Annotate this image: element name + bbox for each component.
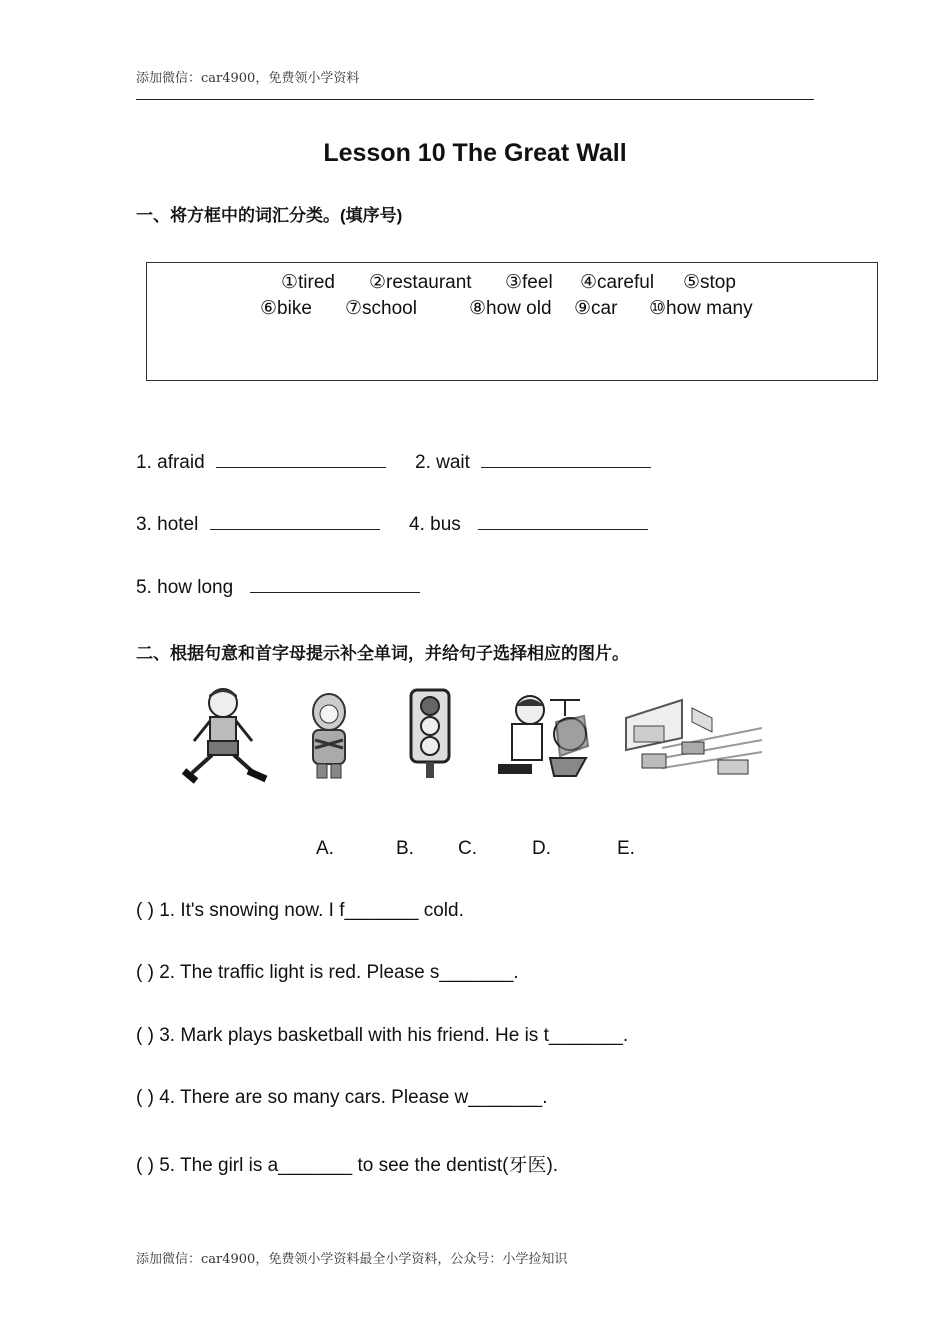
classify-label: 4. bus xyxy=(409,514,461,535)
traffic-light-picture xyxy=(405,688,455,783)
busy-traffic-picture xyxy=(622,688,767,783)
cold-child-picture xyxy=(289,690,369,785)
classify-label: 1. afraid xyxy=(136,452,205,473)
tired-boy-picture xyxy=(176,685,271,785)
answer-blank[interactable] xyxy=(210,513,380,530)
answer-blank[interactable] xyxy=(481,451,651,468)
classify-label: 2. wait xyxy=(415,452,470,473)
word-item: ⑩how many xyxy=(649,298,753,319)
word-item: ⑨car xyxy=(574,298,618,319)
sentence-3: ( ) 3. Mark plays basketball with his friend. He is t_______. xyxy=(136,1025,629,1046)
classify-label: 3. hotel xyxy=(136,514,199,535)
header-divider xyxy=(136,99,814,100)
sentence-2: ( ) 2. The traffic light is red. Please s_______. xyxy=(136,962,519,983)
word-item: ⑥bike xyxy=(260,298,312,319)
sentence-5: ( ) 5. The girl is a_______ to see the dentist(牙医). xyxy=(136,1155,559,1176)
section2-heading: 二、根据句意和首字母提示补全单词，并给句子选择相应的图片。 xyxy=(136,644,629,663)
classify-label: 5. how long xyxy=(136,577,234,598)
dentist-picture xyxy=(490,686,602,784)
classify-item-1 xyxy=(136,451,386,474)
classify-item-5 xyxy=(136,576,420,599)
section1-heading: 一、将方框中的词汇分类。(填序号) xyxy=(136,206,403,225)
classify-item-4 xyxy=(409,513,648,536)
word-item: ⑦school xyxy=(345,298,417,319)
word-item: ②restaurant xyxy=(369,272,472,293)
classify-item-2 xyxy=(415,451,651,474)
picture-letter-b: B. xyxy=(396,838,414,859)
sentence-1: ( ) 1. It's snowing now. I f_______ cold. xyxy=(136,900,464,921)
word-item: ④careful xyxy=(580,272,655,293)
header-note: 添加微信：car4900，免费领小学资料 xyxy=(136,71,360,86)
sentence-4: ( ) 4. There are so many cars. Please w_______. xyxy=(136,1087,548,1108)
word-item: ⑤stop xyxy=(683,272,736,293)
picture-letter-a: A. xyxy=(316,838,334,859)
answer-blank[interactable] xyxy=(216,451,386,468)
word-box xyxy=(146,262,878,381)
answer-blank[interactable] xyxy=(250,576,420,593)
picture-letter-d: D. xyxy=(532,838,551,859)
word-item: ③feel xyxy=(505,272,553,293)
picture-letter-e: E. xyxy=(617,838,635,859)
word-item: ①tired xyxy=(281,272,335,293)
answer-blank[interactable] xyxy=(478,513,648,530)
word-item: ⑧how old xyxy=(469,298,552,319)
footer-note: 添加微信：car4900，免费领小学资料最全小学资料，公众号：小学捡知识 xyxy=(136,1252,568,1267)
page-title: Lesson 10 The Great Wall xyxy=(323,139,627,167)
classify-item-3 xyxy=(136,513,380,536)
picture-letter-c: C. xyxy=(458,838,477,859)
